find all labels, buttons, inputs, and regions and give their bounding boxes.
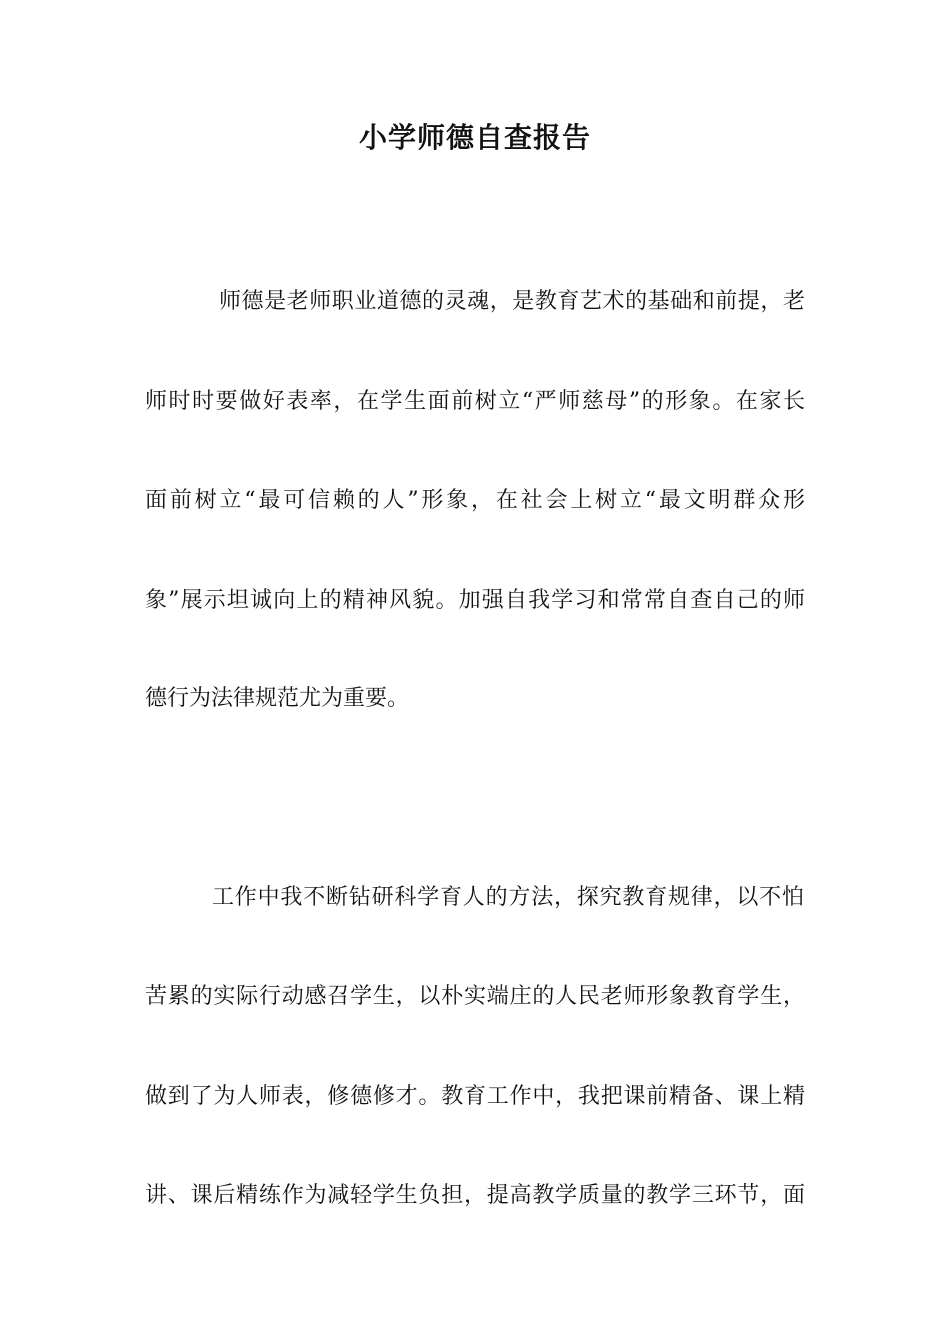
paragraph-1-line-2: 师时时要做好表率，在学生面前树立“严师慈母”的形象。在家长 xyxy=(145,389,805,414)
paragraph-2-line-2: 苦累的实际行动感召学生，以朴实端庄的人民老师形象教育学生， xyxy=(145,984,805,1009)
document-title: 小学师德自查报告 xyxy=(358,121,591,154)
paragraph-1-line-4: 象”展示坦诚向上的精神风貌。加强自我学习和常常自查自己的师 xyxy=(145,588,805,613)
paragraph-1-line-1: 师德是老师职业道德的灵魂，是教育艺术的基础和前提，老 xyxy=(219,289,805,314)
paragraph-1-line-5: 德行为法律规范尤为重要。 xyxy=(145,686,410,711)
paragraph-2-line-4: 讲、课后精练作为减轻学生负担，提高教学质量的教学三环节，面 xyxy=(145,1183,805,1208)
paragraph-2-line-1: 工作中我不断钻研科学育人的方法，探究教育规律，以不怕 xyxy=(212,885,804,910)
paragraph-1-line-3: 面前树立“最可信赖的人”形象，在社会上树立“最文明群众形 xyxy=(145,488,805,513)
paragraph-2-line-3: 做到了为人师表，修德修才。教育工作中，我把课前精备、课上精 xyxy=(145,1084,805,1109)
